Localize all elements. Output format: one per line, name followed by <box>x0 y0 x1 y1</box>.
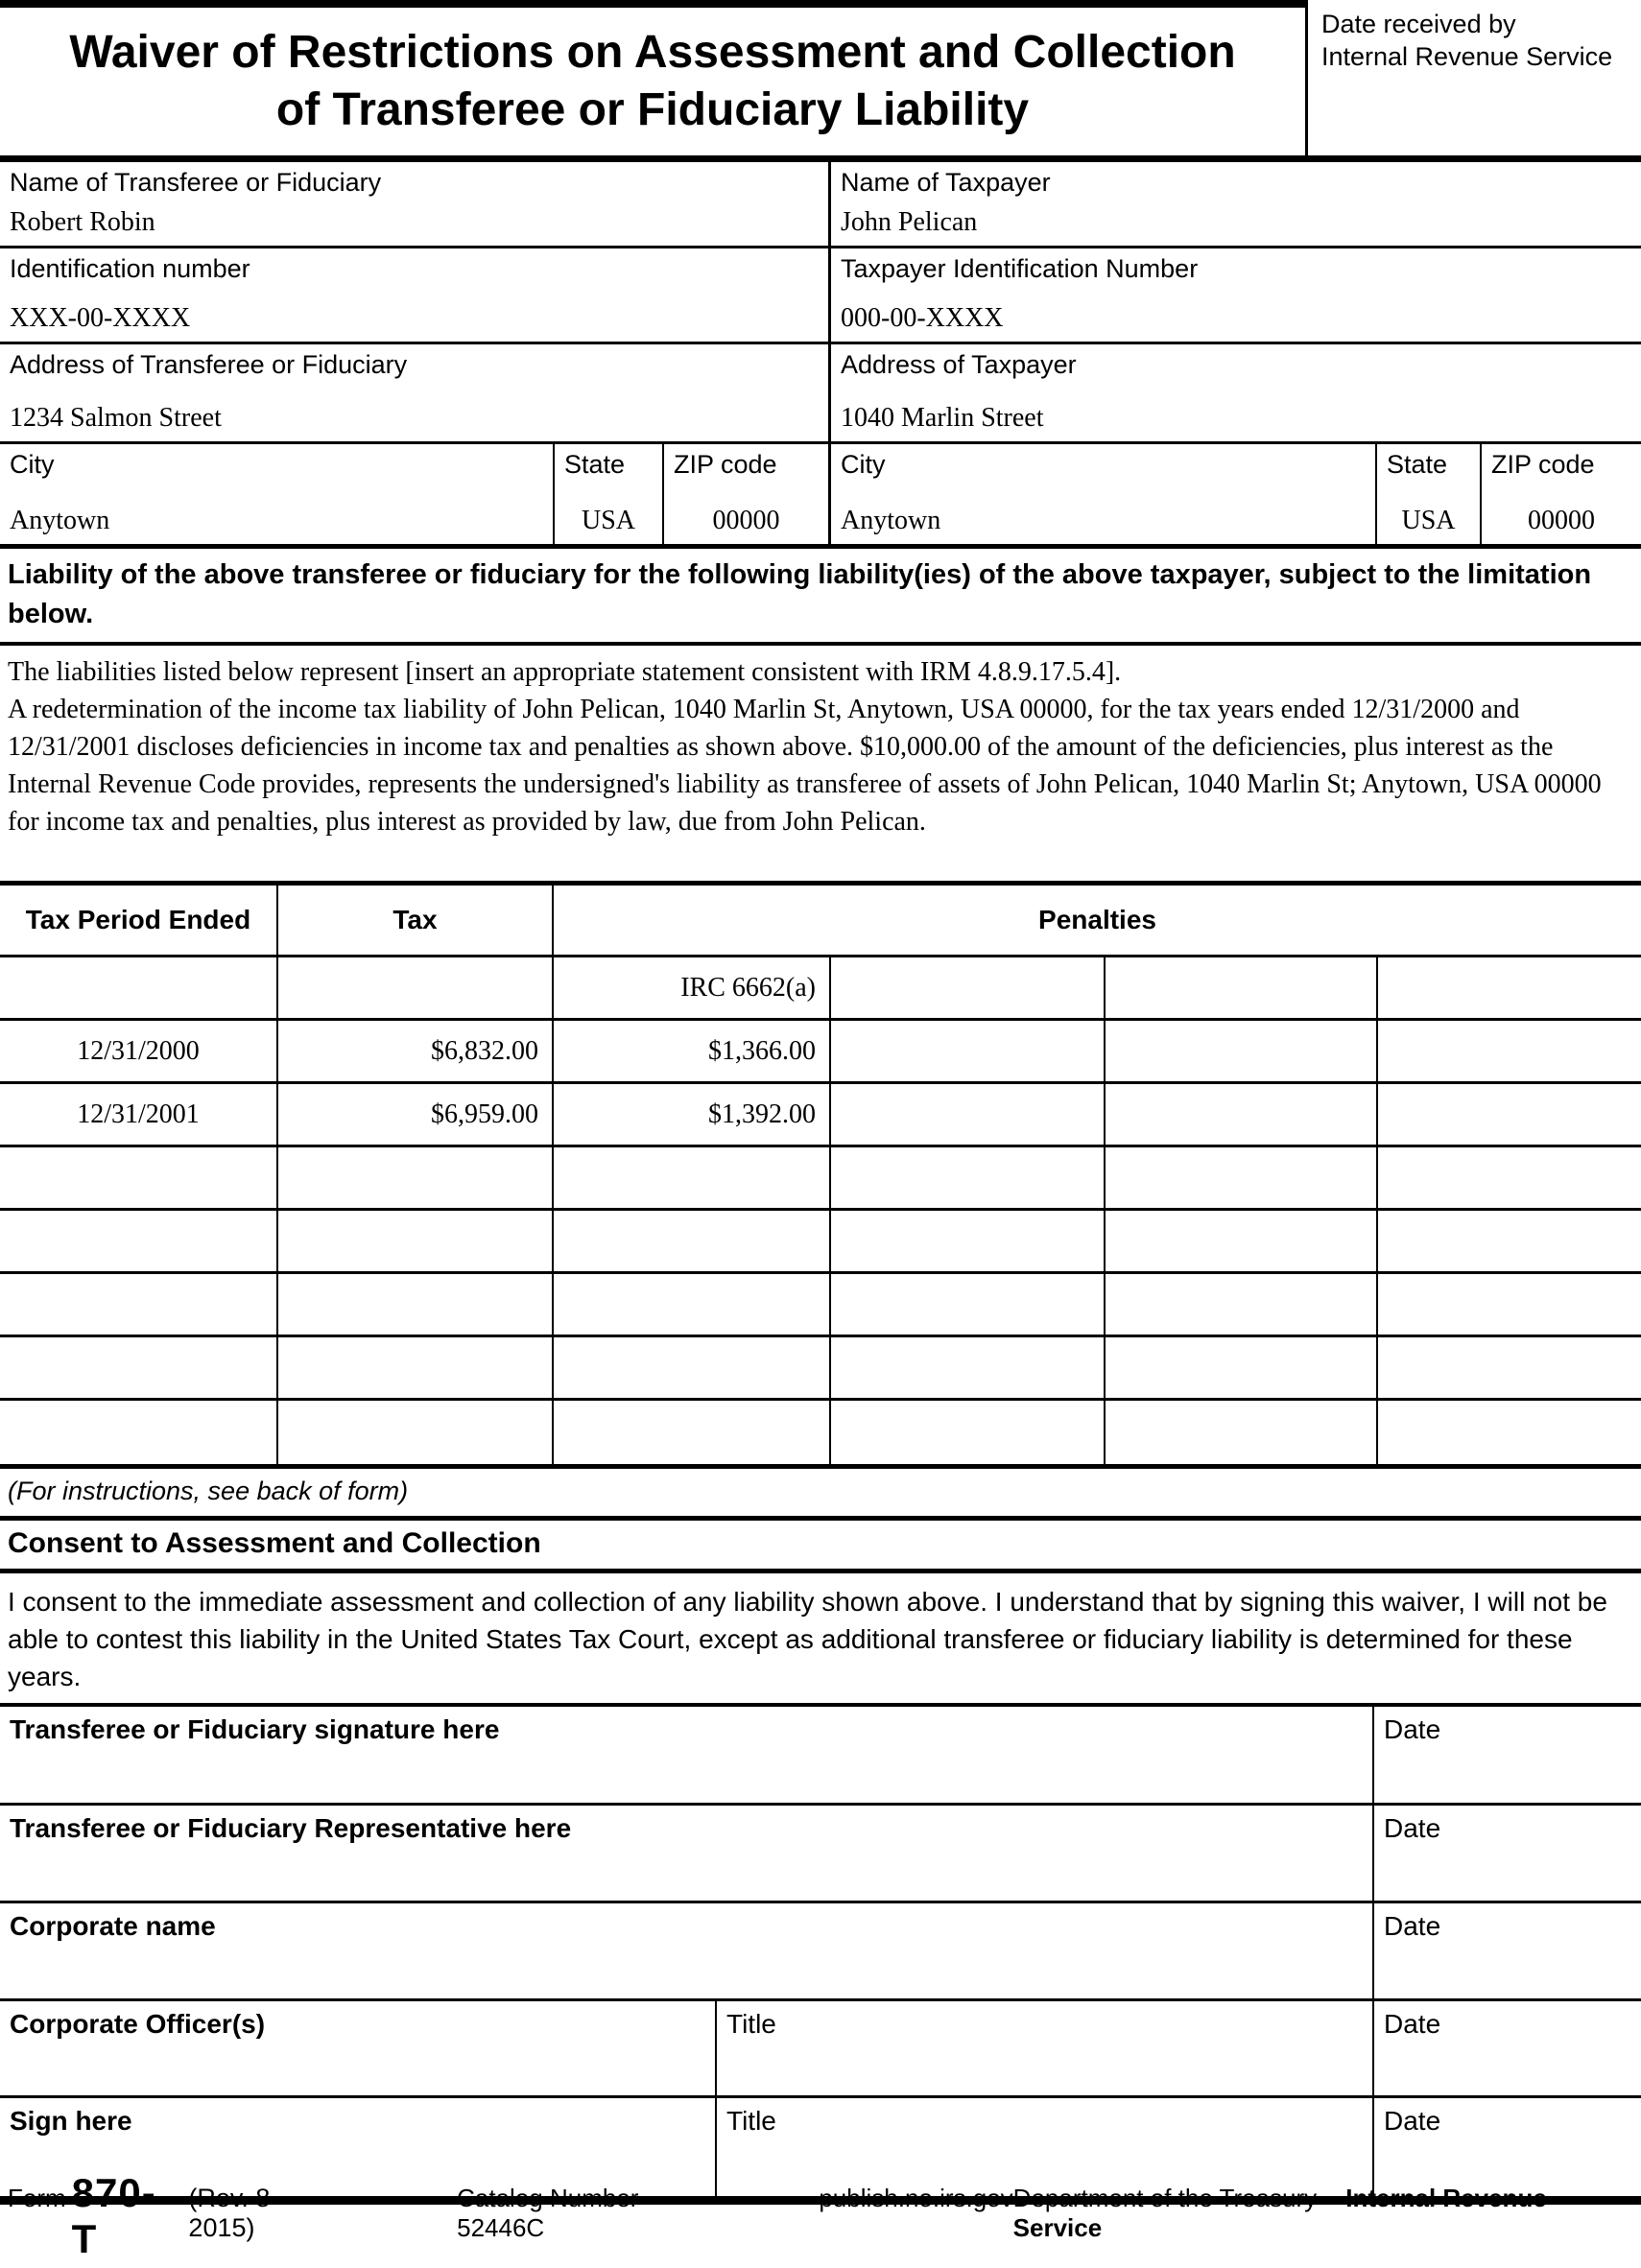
transferee-zip-label: ZIP code <box>674 450 777 479</box>
empty-table-cell[interactable] <box>554 1337 831 1401</box>
transferee-name-label: Name of Transferee or Fiduciary <box>10 168 382 197</box>
tax-table-header-period: Tax Period Ended <box>0 886 278 957</box>
empty-table-cell[interactable] <box>1106 1401 1378 1464</box>
transferee-signature-field[interactable] <box>0 1707 1372 1806</box>
tax-table-subheader-empty <box>278 957 554 1021</box>
date-received-label-line2: Internal Revenue Service <box>1321 42 1613 71</box>
tax-table-subheader-empty <box>1378 957 1641 1021</box>
corporate-officer-date-field[interactable] <box>1372 2001 1641 2098</box>
footer-form-word: Form <box>8 2184 66 2212</box>
tax-amount-cell[interactable]: $6,832.00 <box>278 1021 554 1084</box>
empty-table-cell[interactable] <box>1378 1147 1641 1211</box>
empty-table-cell[interactable] <box>1378 1211 1641 1274</box>
taxpayer-id-value[interactable]: 000-00-XXXX <box>841 303 1004 333</box>
transferee-city-label: City <box>10 450 55 479</box>
tax-table-subheader-empty <box>1106 957 1378 1021</box>
empty-table-cell[interactable] <box>1378 1274 1641 1337</box>
corporate-officer-title-field[interactable] <box>715 2001 1372 2098</box>
tax-table-header-tax: Tax <box>278 886 554 957</box>
date-received-box[interactable] <box>1308 0 1641 155</box>
empty-table-cell[interactable] <box>278 1337 554 1401</box>
empty-table-cell[interactable] <box>0 1401 278 1464</box>
penalty-amount-cell[interactable]: $1,392.00 <box>554 1084 831 1147</box>
representative-signature-field[interactable] <box>0 1806 1372 1903</box>
transferee-signature-label: Transferee or Fiduciary signature here <box>10 1714 500 1744</box>
empty-table-cell[interactable] <box>0 1337 278 1401</box>
transferee-name-value[interactable]: Robert Robin <box>10 207 155 237</box>
tax-period-cell[interactable]: 12/31/2000 <box>0 1021 278 1084</box>
signature-table <box>0 1703 1641 2205</box>
form-title <box>0 0 1308 155</box>
transferee-zip-value[interactable]: 00000 <box>712 506 780 535</box>
empty-penalty-cell[interactable] <box>1106 1021 1378 1084</box>
title-label: Title <box>726 2009 776 2039</box>
empty-table-cell[interactable] <box>831 1211 1106 1274</box>
empty-table-cell[interactable] <box>554 1147 831 1211</box>
representative-signature-label: Transferee or Fiduciary Representative here <box>10 1813 572 1843</box>
taxpayer-city-label: City <box>841 450 886 479</box>
taxpayer-city-field[interactable] <box>828 444 1375 544</box>
empty-table-cell[interactable] <box>831 1274 1106 1337</box>
form-title-line2: of Transferee or Fiduciary Liability <box>275 84 1030 135</box>
empty-penalty-cell[interactable] <box>831 1084 1106 1147</box>
empty-penalty-cell[interactable] <box>1378 1021 1641 1084</box>
date-label: Date <box>1384 1911 1441 1941</box>
corporate-name-field[interactable] <box>0 1903 1372 2001</box>
date-label: Date <box>1384 2106 1441 2136</box>
empty-table-cell[interactable] <box>1106 1147 1378 1211</box>
transferee-id-value[interactable]: XXX-00-XXXX <box>10 303 191 333</box>
consent-body-text: I consent to the immediate assessment and collection of any liability shown above. I understand that by signing this waiver, I will not be able to contest this liability in the United States Tax Court, except as additional transferee or fiduciary liability is determined for these years. <box>8 1587 1607 1691</box>
liability-statement-body: A redetermination of the income tax liability of John Pelican, 1040 Marlin St, Anytown, USA 00000, for the tax years ended 12/31/2000 and 12/31/2001 discloses deficiencies in income tax and penalties as shown above. $10,000.00 of the amount of the deficiencies, plus interest as the Internal Revenue Code provides, represents the undersigned's liability as transferee of assets of John Pelican, 1040 Marlin St; Anytown, USA 00000 for income tax and penalties, plus interest as provided by law, due from John Pelican. <box>8 695 1602 837</box>
empty-table-cell[interactable] <box>1106 1211 1378 1274</box>
transferee-address-value[interactable]: 1234 Salmon Street <box>10 403 222 433</box>
taxpayer-name-value[interactable]: John Pelican <box>841 207 978 237</box>
empty-penalty-cell[interactable] <box>831 1021 1106 1084</box>
empty-penalty-cell[interactable] <box>1378 1084 1641 1147</box>
empty-table-cell[interactable] <box>0 1147 278 1211</box>
taxpayer-id-field[interactable] <box>828 248 1641 344</box>
taxpayer-state-value[interactable]: USA <box>1401 506 1456 535</box>
date-label: Date <box>1384 2009 1441 2039</box>
form-footer <box>8 2170 1637 2262</box>
taxpayer-address-value[interactable]: 1040 Marlin Street <box>841 403 1044 433</box>
empty-table-cell[interactable] <box>278 1401 554 1464</box>
footer-form-number: 870-T <box>71 2170 156 2261</box>
liability-statement-intro: The liabilities listed below represent [insert an appropriate statement consistent with IRM 4.8.9.17.5.4]. <box>8 657 1122 687</box>
sign-here-label: Sign here <box>10 2106 132 2136</box>
empty-table-cell[interactable] <box>554 1401 831 1464</box>
transferee-zip-field[interactable] <box>662 444 828 544</box>
footer-agency-text: - Internal Revenue Service <box>1012 2184 1547 2242</box>
party-fields-grid <box>0 162 1641 549</box>
tax-liability-table <box>0 881 1641 1469</box>
taxpayer-id-label: Taxpayer Identification Number <box>841 254 1199 283</box>
empty-table-cell[interactable] <box>0 1211 278 1274</box>
taxpayer-state-field[interactable] <box>1375 444 1480 544</box>
penalty-code-subheader: IRC 6662(a) <box>554 957 831 1021</box>
empty-table-cell[interactable] <box>1378 1337 1641 1401</box>
corporate-officer-label: Corporate Officer(s) <box>10 2009 266 2039</box>
date-received-label-line1: Date received by <box>1321 10 1516 38</box>
consent-section-heading: Consent to Assessment and Collection <box>0 1516 1641 1573</box>
tax-amount-cell[interactable]: $6,959.00 <box>278 1084 554 1147</box>
taxpayer-address-label: Address of Taxpayer <box>841 350 1077 379</box>
transferee-name-field[interactable] <box>0 162 828 248</box>
transferee-city-field[interactable] <box>0 444 553 544</box>
empty-table-cell[interactable] <box>554 1274 831 1337</box>
empty-table-cell[interactable] <box>554 1211 831 1274</box>
date-label: Date <box>1384 1714 1441 1744</box>
corporate-name-label: Corporate name <box>10 1911 216 1941</box>
empty-table-cell[interactable] <box>1106 1337 1378 1401</box>
taxpayer-zip-value[interactable]: 00000 <box>1528 506 1595 535</box>
transferee-address-field[interactable] <box>0 344 828 444</box>
title-label: Title <box>726 2106 776 2136</box>
taxpayer-state-label: State <box>1387 450 1448 479</box>
form-title-line1: Waiver of Restrictions on Assessment and Collection <box>69 27 1236 78</box>
taxpayer-name-label: Name of Taxpayer <box>841 168 1051 197</box>
corporate-name-date-field[interactable] <box>1372 1903 1641 2001</box>
corporate-officer-field[interactable] <box>0 2001 715 2098</box>
transferee-id-field[interactable] <box>0 248 828 344</box>
form-header <box>0 0 1641 162</box>
empty-table-cell[interactable] <box>831 1401 1106 1464</box>
footer-website: publish.no.irs.gov <box>819 2184 1013 2212</box>
empty-table-cell[interactable] <box>278 1147 554 1211</box>
transferee-state-label: State <box>564 450 626 479</box>
taxpayer-zip-label: ZIP code <box>1491 450 1595 479</box>
transferee-address-label: Address of Transferee or Fiduciary <box>10 350 408 379</box>
footer-department-text: Department of the Treasury <box>1012 2184 1318 2212</box>
penalty-amount-cell[interactable]: $1,366.00 <box>554 1021 831 1084</box>
transferee-city-value[interactable]: Anytown <box>10 506 110 535</box>
tax-table-subheader-empty <box>831 957 1106 1021</box>
empty-table-cell[interactable] <box>1106 1274 1378 1337</box>
date-label: Date <box>1384 1813 1441 1843</box>
footer-revision: (Rev. 8-2015) <box>188 2184 279 2242</box>
taxpayer-address-field[interactable] <box>828 344 1641 444</box>
liability-section-heading: Liability of the above transferee or fiduciary for the following liability(ies) of the above taxpayer, subject to the limitation below. <box>0 549 1641 646</box>
transferee-id-label: Identification number <box>10 254 250 283</box>
taxpayer-zip-field[interactable] <box>1480 444 1641 544</box>
empty-table-cell[interactable] <box>0 1274 278 1337</box>
empty-table-cell[interactable] <box>278 1274 554 1337</box>
instructions-note: (For instructions, see back of form) <box>8 1477 409 1505</box>
liability-statement <box>0 646 1641 850</box>
taxpayer-name-field[interactable] <box>828 162 1641 248</box>
tax-period-cell[interactable]: 12/31/2001 <box>0 1084 278 1147</box>
empty-table-cell[interactable] <box>1378 1401 1641 1464</box>
transferee-signature-date-field[interactable] <box>1372 1707 1641 1806</box>
tax-table-header-penalties: Penalties <box>554 886 1641 957</box>
empty-table-cell[interactable] <box>278 1211 554 1274</box>
taxpayer-city-value[interactable]: Anytown <box>841 506 941 535</box>
tax-table-subheader-empty <box>0 957 278 1021</box>
footer-catalog-number: Catalog Number 52446C <box>457 2184 639 2242</box>
empty-table-cell[interactable] <box>831 1147 1106 1211</box>
footer-department <box>1013 2184 1637 2243</box>
empty-penalty-cell[interactable] <box>1106 1084 1378 1147</box>
empty-table-cell[interactable] <box>831 1337 1106 1401</box>
transferee-state-value[interactable]: USA <box>581 506 635 535</box>
transferee-state-field[interactable] <box>553 444 662 544</box>
representative-signature-date-field[interactable] <box>1372 1806 1641 1903</box>
